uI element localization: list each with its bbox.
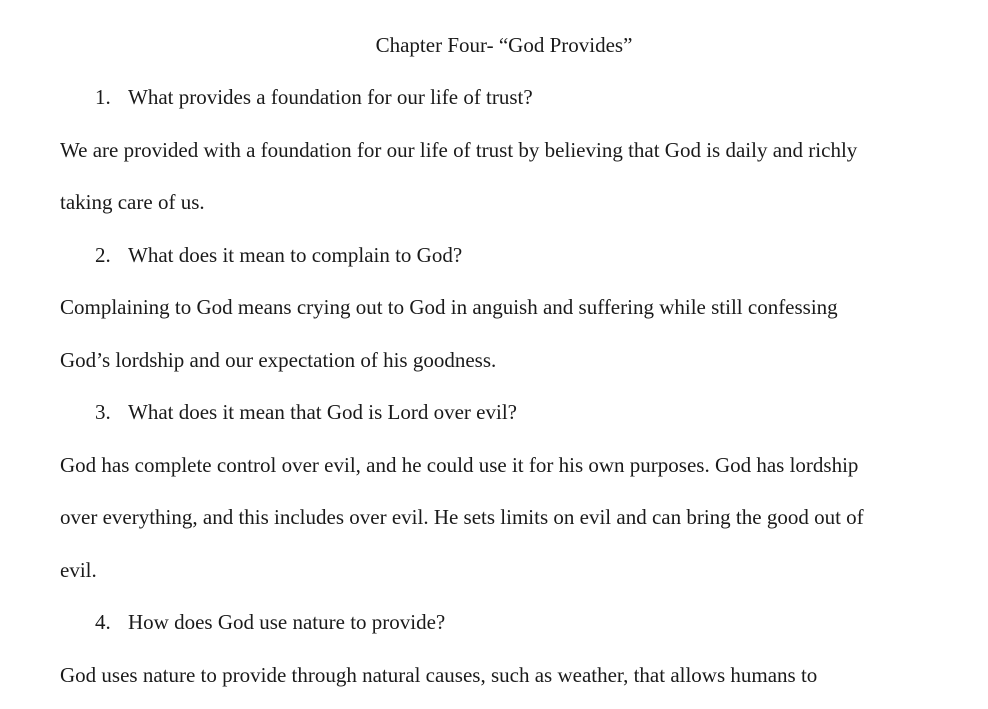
- question-4-text: How does God use nature to provide?: [128, 610, 446, 634]
- question-2-text: What does it mean to complain to God?: [128, 243, 463, 267]
- question-4: [95, 612, 445, 633]
- answer-1-line-1: We are provided with a foundation for our life of trust by believing that God is daily and richly: [60, 138, 858, 162]
- answer-2-line-2: God’s lordship and our expectation of his goodness.: [60, 348, 497, 372]
- answer-3-line-2: over everything, and this includes over evil. He sets limits on evil and can bring the good out of: [60, 505, 864, 529]
- question-3-number: 3.: [95, 400, 111, 424]
- question-1: [95, 87, 533, 108]
- question-2: [95, 245, 462, 266]
- question-2-number: 2.: [95, 243, 111, 267]
- answer-3-line-1: God has complete control over evil, and he could use it for his own purposes. God has lordship: [60, 453, 859, 477]
- answer-2-line-1: Complaining to God means crying out to God in anguish and suffering while still confessing: [60, 295, 838, 319]
- question-3-text: What does it mean that God is Lord over evil?: [128, 400, 517, 424]
- answer-3-line-3: evil.: [60, 558, 97, 582]
- answer-1-line-2: taking care of us.: [60, 190, 205, 214]
- question-1-text: What provides a foundation for our life of trust?: [128, 85, 533, 109]
- question-3: [95, 402, 517, 423]
- answer-4-line-1: God uses nature to provide through natural causes, such as weather, that allows humans to: [60, 663, 818, 687]
- chapter-title: Chapter Four- “God Provides”: [375, 33, 633, 57]
- question-1-number: 1.: [95, 85, 111, 109]
- question-4-number: 4.: [95, 610, 111, 634]
